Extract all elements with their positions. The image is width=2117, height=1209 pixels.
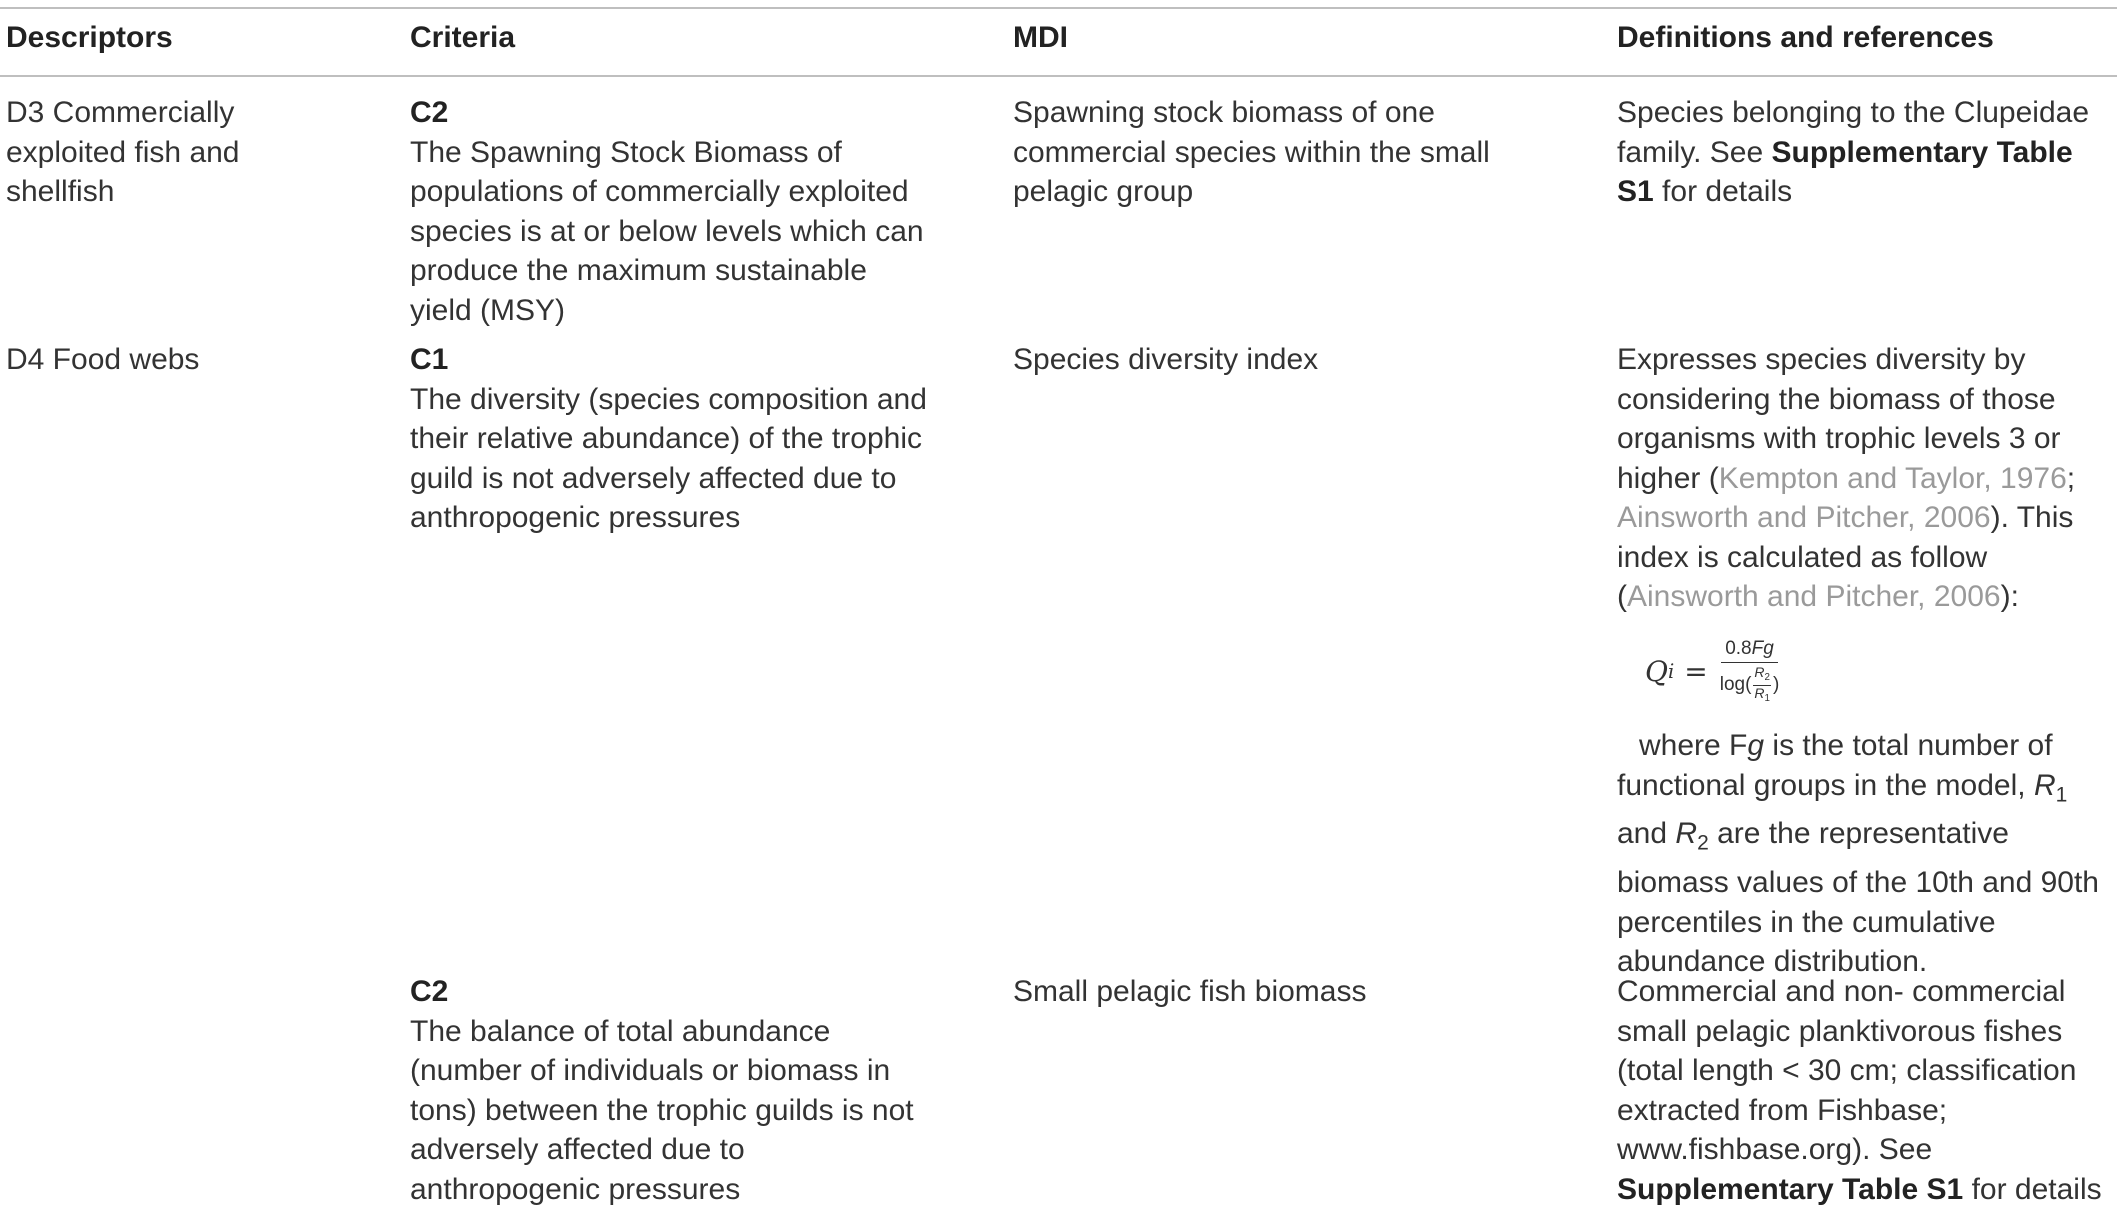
where-text-b: is the total number of functional groups in the model, — [1617, 729, 2053, 802]
row3-def-text: Commercial and non- commercial small pelagic planktivorous fishes (total length < 30 cm; classification extracted from Fishbase; www.fishbase.org). See — [1617, 975, 2077, 1166]
row2-def-intro: Expresses species diversity by considering the biomass of those organisms with trophic levels 3 or higher ( — [1617, 343, 2061, 495]
row2-definition-where — [1617, 726, 2115, 982]
row1-criterion-code: C2 — [410, 96, 449, 129]
table-top-rule — [0, 7, 2117, 9]
where-r2-sub: 2 — [1697, 831, 1709, 855]
row3-def-bold: Supplementary Table S1 — [1617, 1172, 1964, 1206]
formula-r1-sub: 1 — [1764, 692, 1770, 704]
row1-def-text: Species belonging to the Clupeidae family. See — [1617, 96, 2090, 169]
formula-r2-sub: 2 — [1764, 671, 1770, 683]
header-mdi: MDI — [1013, 21, 1068, 54]
where-g: g — [1747, 729, 1765, 762]
where-and: and — [1617, 817, 1668, 851]
where-r2: R — [1675, 817, 1698, 851]
where-r1: R — [2033, 768, 2056, 802]
diversity-formula — [1645, 638, 1779, 706]
row1-def-bold: Supplementary Table S1 — [1617, 135, 2073, 208]
row2-criterion-text: The diversity (species composition and their relative abundance) of the trophic guild is not adversely affected due to anthropogenic pressures — [410, 382, 927, 534]
row1-criterion — [410, 93, 930, 330]
row2-mdi: Species diversity index — [1013, 343, 1319, 376]
formula-log: log( — [1719, 674, 1752, 696]
row1-criterion-text: The Spawning Stock Biomass of populations of commercially exploited species is at or below levels which can produce the maximum sustainable yield (MSY) — [410, 135, 924, 327]
formula-coefficient: 0.8 — [1725, 638, 1752, 659]
ref-link-ainsworth-2[interactable]: Ainsworth and Pitcher, 2006 — [1627, 580, 2001, 613]
formula-fraction — [1720, 638, 1780, 706]
formula-equals: = — [1684, 655, 1708, 689]
formula-ratio-den — [1754, 686, 1770, 706]
row2-criterion — [410, 340, 930, 538]
row2-def-mid: ). This index is calculated as follow ( — [1617, 501, 2074, 613]
formula-lhs-sub: i — [1667, 660, 1675, 684]
row2-descriptor: D4 Food webs — [6, 343, 200, 376]
formula-fg: Fg — [1751, 638, 1774, 659]
row3-mdi: Small pelagic fish biomass — [1013, 975, 1367, 1008]
header-descriptors: Descriptors — [6, 21, 173, 54]
header-criteria: Criteria — [410, 21, 516, 54]
row3-def-end: for details — [1971, 1172, 2102, 1206]
row1-descriptor: D3 Commercially exploited fish and shellfish — [6, 96, 240, 208]
where-r1-sub: 1 — [2055, 782, 2068, 806]
ref-link-kempton[interactable]: Kempton and Taylor, 1976 — [1718, 461, 2067, 495]
row2-definition — [1617, 340, 2115, 617]
formula-ratio — [1753, 665, 1771, 706]
ref-separator: ; — [2066, 461, 2076, 495]
row1-mdi: Spawning stock biomass of one commercial species within the small pelagic group — [1013, 96, 1490, 208]
formula-lhs: Q — [1645, 655, 1668, 689]
formula-r1: R — [1754, 684, 1765, 701]
row3-criterion-code: C2 — [410, 975, 449, 1008]
row2-criterion-code: C1 — [410, 343, 449, 376]
formula-r2: R — [1754, 664, 1765, 680]
where-text-a: where F — [1639, 729, 1748, 762]
where-text-c: are the representative biomass values of the 10th and 90th percentiles in the cumulative abundance distribution. — [1617, 817, 2099, 979]
row2-def-end: ): — [2000, 580, 2019, 613]
formula-denominator — [1720, 663, 1780, 706]
row1-def-end: for details — [1662, 175, 1793, 208]
header-definitions: Definitions and references — [1617, 21, 1994, 54]
formula-ratio-num — [1753, 665, 1771, 686]
formula-numerator — [1721, 638, 1778, 663]
row3-criterion-text: The balance of total abundance (number of individuals or biomass in tons) between the trophic guilds is not adversely affected due to anthropogenic pressures — [410, 1014, 914, 1206]
ref-link-ainsworth[interactable]: Ainsworth and Pitcher, 2006 — [1617, 501, 1991, 534]
row3-criterion — [410, 972, 930, 1209]
header-rule — [0, 75, 2117, 77]
row1-definition — [1617, 93, 2117, 212]
row3-definition — [1617, 972, 2117, 1209]
formula-close-paren: ) — [1772, 674, 1780, 696]
